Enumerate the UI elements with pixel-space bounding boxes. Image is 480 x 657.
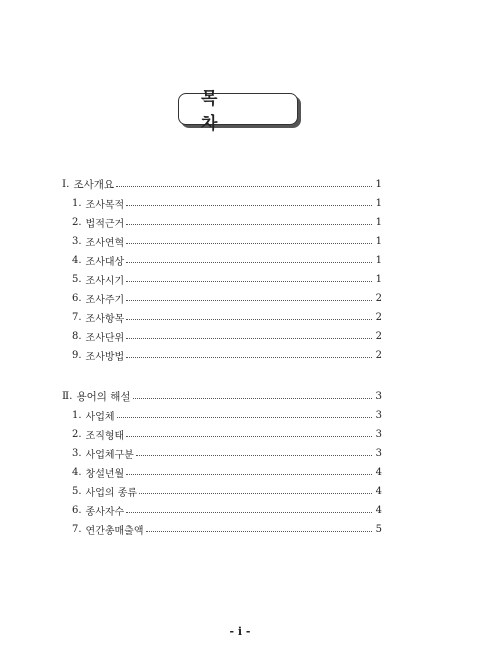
item-number: 7. [72, 523, 82, 535]
item-number: 2. [72, 428, 82, 440]
toc-item[interactable] [62, 329, 382, 343]
dot-leader [146, 530, 372, 532]
item-label: 사업체구분 [85, 449, 134, 461]
dot-leader [133, 397, 372, 399]
item-number: 4. [72, 254, 82, 266]
item-label: 사업의 종류 [85, 487, 138, 499]
item-label: 법적근거 [85, 218, 125, 230]
section-number: Ⅰ. [62, 178, 70, 190]
dot-leader [126, 318, 372, 320]
item-number: 5. [72, 485, 82, 497]
section-label: 조사개요 [73, 178, 115, 191]
toc-item[interactable] [62, 196, 382, 210]
item-label: 사업체 [85, 411, 115, 423]
dot-leader [116, 185, 372, 187]
dot-leader [126, 299, 372, 301]
page-number: 1 [375, 273, 382, 285]
item-number: 1. [72, 197, 82, 209]
dot-leader [126, 280, 372, 282]
toc-item[interactable] [62, 215, 382, 229]
page-number: 4 [375, 485, 382, 497]
toc-section[interactable] [62, 177, 382, 191]
item-label: 조사항목 [85, 313, 125, 325]
item-number: 6. [72, 504, 82, 516]
dot-leader [139, 492, 372, 494]
dot-leader [126, 204, 372, 206]
item-number: 8. [72, 330, 82, 342]
toc-item[interactable] [62, 522, 382, 536]
item-label: 연간총매출액 [85, 525, 144, 537]
page-number: 1 [375, 254, 382, 266]
dot-leader [126, 473, 372, 475]
page-number: 1 [375, 178, 382, 190]
dot-leader [136, 454, 372, 456]
page-number: 3 [375, 409, 382, 421]
toc-item[interactable] [62, 408, 382, 422]
page-number: 3 [375, 447, 382, 459]
item-number: 5. [72, 273, 82, 285]
dot-leader [126, 435, 372, 437]
toc-item[interactable] [62, 310, 382, 324]
toc-item[interactable] [62, 291, 382, 305]
item-number: 3. [72, 235, 82, 247]
item-label: 조직형태 [85, 430, 125, 442]
item-label: 조사목적 [85, 199, 125, 211]
toc-item[interactable] [62, 234, 382, 248]
item-label: 조사연혁 [85, 237, 125, 249]
item-number: 1. [72, 409, 82, 421]
item-label: 조사방법 [85, 351, 125, 363]
page-title: 목 차 [201, 89, 240, 134]
toc-item[interactable] [62, 427, 382, 441]
dot-leader [126, 242, 372, 244]
item-label: 조사시기 [85, 275, 125, 287]
item-label: 창설년월 [85, 468, 125, 480]
dot-leader [126, 337, 372, 339]
item-number: 3. [72, 447, 82, 459]
page-number: 3 [375, 428, 382, 440]
section-number: Ⅱ. [62, 390, 73, 402]
toc-item[interactable] [62, 272, 382, 286]
toc-item[interactable] [62, 253, 382, 267]
item-label: 조사주기 [85, 294, 125, 306]
page-footer: - i - [229, 625, 251, 638]
page-number: 3 [375, 390, 382, 402]
toc-item[interactable] [62, 484, 382, 498]
page-number: 5 [375, 523, 382, 535]
toc-item[interactable] [62, 503, 382, 517]
toc-section[interactable] [62, 389, 382, 403]
toc-item[interactable] [62, 446, 382, 460]
item-number: 4. [72, 466, 82, 478]
page-number: 4 [375, 466, 382, 478]
section-label: 용어의 해설 [76, 390, 131, 403]
dot-leader [126, 511, 372, 513]
item-number: 7. [72, 311, 82, 323]
page-number: 2 [375, 330, 382, 342]
item-label: 조사대상 [85, 256, 125, 268]
toc-item[interactable] [62, 465, 382, 479]
dot-leader [126, 261, 372, 263]
page-number: 2 [375, 292, 382, 304]
dot-leader [117, 416, 372, 418]
page-number: 1 [375, 197, 382, 209]
page-number: 1 [375, 216, 382, 228]
item-label: 조사단위 [85, 332, 125, 344]
page-number: 2 [375, 349, 382, 361]
toc-title-box [178, 89, 298, 134]
dot-leader [126, 223, 372, 225]
item-number: 9. [72, 349, 82, 361]
item-number: 6. [72, 292, 82, 304]
item-number: 2. [72, 216, 82, 228]
page-number: 2 [375, 311, 382, 323]
page-number: 1 [375, 235, 382, 247]
item-label: 종사자수 [85, 506, 125, 518]
page-number: 4 [375, 504, 382, 516]
toc-item[interactable] [62, 348, 382, 362]
dot-leader [126, 356, 372, 358]
